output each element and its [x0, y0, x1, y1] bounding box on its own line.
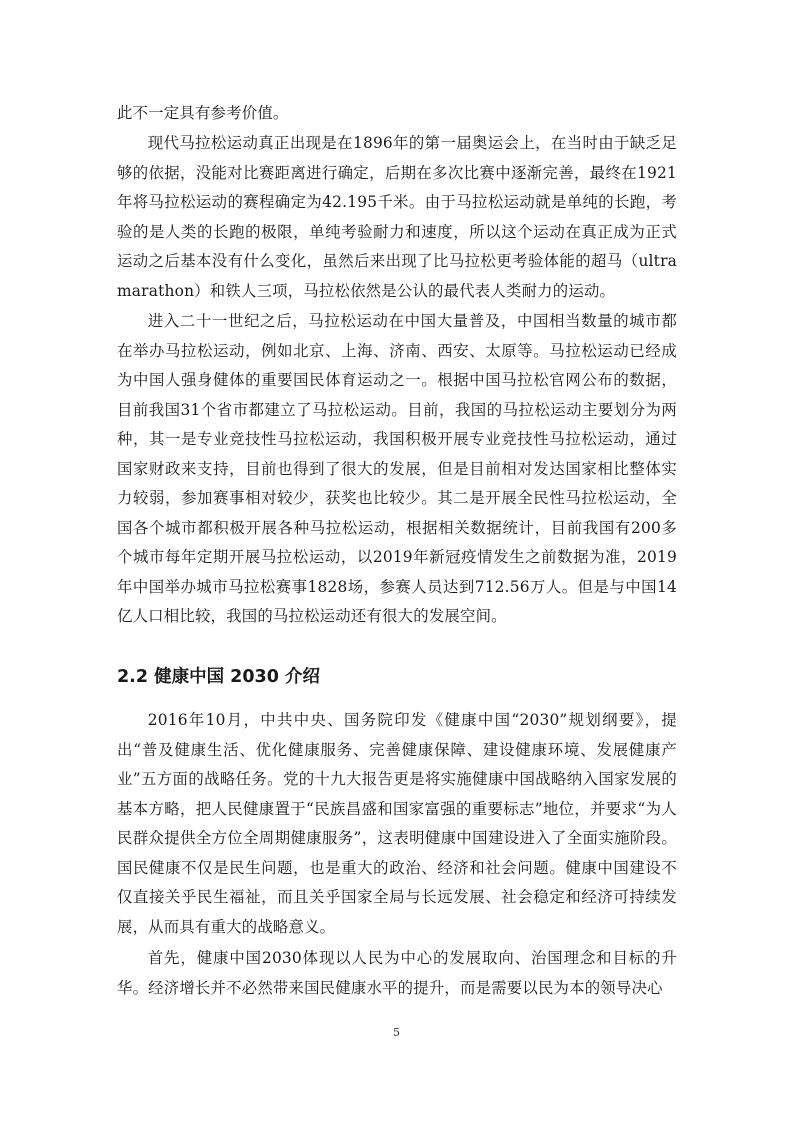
paragraph-marathon-china: 进入二十一世纪之后，马拉松运动在中国大量普及，中国相当数量的城市都在举办马拉松运动，例如北京、上海、济南、西安、太原等。马拉松运动已经成为中国人强身健体的重要国民体育运动之一。根据中国马拉松官网公布的数据，目前我国31个省市都建立了马拉松运动。目前，我国的马拉松运动主要划分为两种，其一是专业竞技性马拉松运动，我国积极开展专业竞技性马拉松运动，通过国家财政来支持，目前也得到了很大的发展，但是目前相对发达国家相比整体实力较弱，参加赛事相对较少，获奖也比较少。其二是开展全民性马拉松运动，全国各个城市都积极开展各种马拉松运动，根据相关数据统计，目前我国有200多个城市每年定期开展马拉松运动，以2019年新冠疫情发生之前数据为准，2019年中国举办城市马拉松赛事1828场，参赛人员达到712.56万人。但是与中国14亿人口相比较，我国的马拉松运动还有很大的发展空间。: [117, 312, 677, 625]
paragraph-marathon-history: 现代马拉松运动真正出现是在1896年的第一届奥运会上，在当时由于缺乏足够的依据，没能对比赛距离进行确定，后期在多次比赛中逐渐完善，最终在1921年将马拉松运动的赛程确定为42.195千米。由于马拉松运动就是单纯的长跑，考验的是人类的长跑的极限，单纯考验耐力和速度，所以这个运动在真正成为正式运动之后基本没有什么变化，虽然后来出现了比马拉松更考验体能的超马（ultra marathon）和铁人三项，马拉松依然是公认的最代表人类耐力的运动。: [117, 134, 677, 300]
paragraph-continuation: 此不一定具有参考价值。: [117, 104, 289, 122]
page-number: 5: [393, 1026, 400, 1039]
section-heading: 2.2 健康中国 2030 介绍: [117, 667, 320, 687]
paragraph-healthy-china-plan: 2016年10月，中共中央、国务院印发《健康中国“2030”规划纲要》，提出“普及健康生活、优化健康服务、完善健康保障、建设健康环境、发展健康产业”五方面的战略任务。党的十九大报告更是将实施健康中国战略纳入国家发展的基本方略，把人民健康置于“民族昌盛和国家富强的重要标志”地位，并要求“为人民群众提供全方位全周期健康服务”，这表明健康中国建设进入了全面实施阶段。国民健康不仅是民生问题，也是重大的政治、经济和社会问题。健康中国建设不仅直接关乎民生福祉，而且关乎国家全局与长远发展、社会稳定和经济可持续发展，从而具有重大的战略意义。: [117, 711, 677, 936]
paragraph-healthy-china-first: 首先，健康中国2030体现以人民为中心的发展取向、治国理念和目标的升华。经济增长并不必然带来国民健康水平的提升，而是需要以民为本的领导决心: [117, 949, 677, 997]
